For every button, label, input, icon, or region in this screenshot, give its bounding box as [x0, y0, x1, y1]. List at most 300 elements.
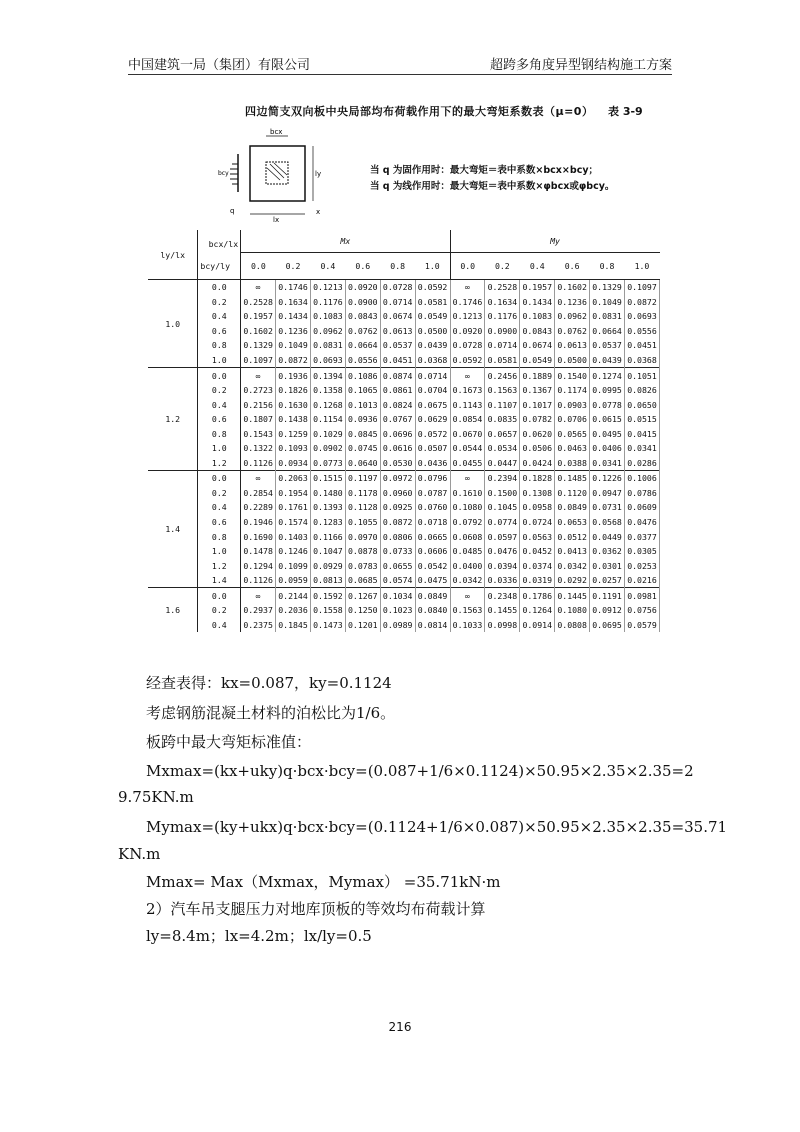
coefficient-cell: 0.0947 — [590, 486, 625, 501]
table-row — [148, 280, 660, 295]
coefficient-cell: 0.1936 — [276, 368, 311, 383]
coefficient-cell: 0.0451 — [624, 338, 659, 353]
coefficient-cell: 0.0451 — [380, 353, 415, 368]
coefficient-cell: 0.0724 — [520, 515, 555, 530]
ratio-bcy-ly-cell: 0.4 — [198, 397, 241, 412]
coefficient-cell: 0.1807 — [241, 412, 276, 427]
coefficient-cell: 0.1154 — [310, 412, 345, 427]
coefficient-cell: 0.1445 — [555, 588, 590, 603]
coefficient-cell: 0.0706 — [555, 412, 590, 427]
ratio-bcy-ly-cell: 0.8 — [198, 529, 241, 544]
coefficient-cell: 0.0500 — [555, 353, 590, 368]
coefficient-cell: 0.0824 — [380, 397, 415, 412]
table-row — [148, 338, 660, 353]
coefficient-cell: 0.1013 — [345, 397, 380, 412]
column-header: 0.6 — [555, 253, 590, 280]
coefficient-cell: 0.0549 — [415, 309, 450, 324]
header-ly-lx-label: ly/lx — [160, 249, 186, 260]
coefficient-cell: 0.0374 — [520, 558, 555, 573]
coefficient-cell: 0.0861 — [380, 383, 415, 398]
coefficient-cell: 0.1083 — [520, 309, 555, 324]
coefficient-cell: 0.0914 — [520, 618, 555, 633]
coefficient-cell: 0.0413 — [555, 544, 590, 559]
coefficient-cell: 0.0981 — [624, 588, 659, 603]
ratio-ly-lx-cell: 1.6 — [148, 588, 198, 632]
coefficient-cell: 0.1236 — [555, 295, 590, 310]
coefficient-cell: 0.0537 — [380, 338, 415, 353]
coefficient-cell: 0.0760 — [415, 500, 450, 515]
coefficient-cell: 0.0878 — [345, 544, 380, 559]
coefficient-cell: 0.1197 — [345, 471, 380, 486]
coefficient-cell: 0.1045 — [485, 500, 520, 515]
coefficient-cell: 0.1034 — [380, 588, 415, 603]
coefficient-cell: 0.0653 — [555, 515, 590, 530]
coefficient-cell: 0.1455 — [485, 603, 520, 618]
coefficient-cell: 0.1267 — [345, 588, 380, 603]
ratio-bcy-ly-cell: 0.6 — [198, 412, 241, 427]
table-row — [148, 515, 660, 530]
header-bcx-lx-label: bcx/lx — [208, 238, 239, 249]
coefficient-cell: 0.0342 — [555, 558, 590, 573]
column-header: 0.0 — [450, 253, 485, 280]
table-note-1: 当 q 为固作用时：最大弯矩＝表中系数×bcx×bcy； — [370, 165, 599, 176]
coefficient-cell: 0.0565 — [555, 426, 590, 441]
coefficient-cell: 0.1602 — [555, 280, 590, 295]
coefficient-cell: 0.1602 — [241, 324, 276, 339]
coefficient-cell: 0.0934 — [276, 456, 311, 471]
coefficient-cell: 0.0972 — [380, 471, 415, 486]
coefficient-cell: 0.0714 — [415, 368, 450, 383]
column-header: 0.2 — [485, 253, 520, 280]
coefficient-cell: 0.0674 — [520, 338, 555, 353]
ratio-bcy-ly-cell: 0.4 — [198, 309, 241, 324]
coefficient-cell: 0.0958 — [520, 500, 555, 515]
coefficient-cell: 0.0500 — [415, 324, 450, 339]
coefficient-cell: 0.0826 — [624, 383, 659, 398]
coefficient-cell: 0.2036 — [276, 603, 311, 618]
coefficient-cell: 0.0463 — [555, 441, 590, 456]
mymax-formula: Mymax=(ky+ukx)q·bcx·bcy=(0.1124+1/6×0.087)×50.95×2.35×2.35=35.71 — [146, 818, 728, 836]
coefficient-cell: 0.1236 — [276, 324, 311, 339]
coefficient-cell: 0.1946 — [241, 515, 276, 530]
coefficient-cell: 0.0475 — [415, 573, 450, 588]
ratio-bcy-ly-cell: 0.0 — [198, 471, 241, 486]
coefficient-cell: 0.0831 — [310, 338, 345, 353]
table-row — [148, 412, 660, 427]
coefficient-cell: 0.1047 — [310, 544, 345, 559]
ratio-bcy-ly-cell: 1.4 — [198, 573, 241, 588]
table-row — [148, 544, 660, 559]
coefficient-cell: 0.1246 — [276, 544, 311, 559]
coefficient-cell: 0.1213 — [450, 309, 485, 324]
coefficient-cell: 0.0920 — [345, 280, 380, 295]
coefficient-cell: 0.1213 — [310, 280, 345, 295]
coefficient-cell: 0.1174 — [555, 383, 590, 398]
coefficient-cell: 0.1540 — [555, 368, 590, 383]
coefficient-cell: 0.0544 — [450, 441, 485, 456]
coefficient-cell: 0.1478 — [241, 544, 276, 559]
coefficient-cell: 0.0537 — [590, 338, 625, 353]
coefficient-cell: 0.1126 — [241, 573, 276, 588]
coefficient-cell: 0.0767 — [380, 412, 415, 427]
coefficient-cell: 0.1957 — [241, 309, 276, 324]
header-my: My — [450, 230, 659, 253]
coefficient-cell: 0.0783 — [345, 558, 380, 573]
coefficient-cell: 0.0773 — [310, 456, 345, 471]
coefficient-cell: 0.1889 — [520, 368, 555, 383]
coefficient-cell: 0.0840 — [415, 603, 450, 618]
coefficient-cell: 0.1226 — [590, 471, 625, 486]
table-row — [148, 618, 660, 633]
mmax-result: Mmax= Max（Mxmax，Mymax） =35.71kN·m — [146, 873, 501, 891]
coefficient-cell: 0.0319 — [520, 573, 555, 588]
coefficient-cell: 0.1746 — [450, 295, 485, 310]
coefficient-cell: 0.0415 — [624, 426, 659, 441]
coefficient-cell: 0.1274 — [590, 368, 625, 383]
coefficient-cell: 0.1099 — [276, 558, 311, 573]
diagram-label-ly: ly — [315, 170, 322, 178]
table-number: 表 3-9 — [608, 105, 643, 118]
column-header: 0.4 — [520, 253, 555, 280]
coefficient-cell: 0.0377 — [624, 529, 659, 544]
coefficient-cell: 0.1176 — [485, 309, 520, 324]
coefficient-cell: 0.1434 — [276, 309, 311, 324]
coefficient-cell: 0.0400 — [450, 558, 485, 573]
ratio-bcy-ly-cell: 0.6 — [198, 515, 241, 530]
column-header: 0.8 — [380, 253, 415, 280]
coefficient-cell: 0.2156 — [241, 397, 276, 412]
coefficient-cell: 0.1055 — [345, 515, 380, 530]
coefficient-cell: 0.1120 — [555, 486, 590, 501]
coefficient-cell: 0.0342 — [450, 573, 485, 588]
coefficient-cell: 0.1080 — [450, 500, 485, 515]
coefficient-cell: 0.0556 — [345, 353, 380, 368]
coefficient-cell: 0.0394 — [485, 558, 520, 573]
table-row — [148, 441, 660, 456]
coefficient-cell: 0.1954 — [276, 486, 311, 501]
coefficient-cell: 0.2289 — [241, 500, 276, 515]
ratio-bcy-ly-cell: 0.0 — [198, 280, 241, 295]
coefficient-cell: 0.0936 — [345, 412, 380, 427]
diagram-label-q: q — [230, 207, 235, 215]
coefficient-cell: 0.2348 — [485, 588, 520, 603]
coefficient-table-body — [148, 280, 660, 633]
coefficient-cell: 0.0872 — [276, 353, 311, 368]
coefficient-cell: ∞ — [241, 280, 276, 295]
table-row — [148, 573, 660, 588]
coefficient-cell: 0.0831 — [590, 309, 625, 324]
coefficient-cell: 0.0778 — [590, 397, 625, 412]
coefficient-cell: 0.0257 — [590, 573, 625, 588]
coefficient-cell: 0.0579 — [624, 618, 659, 633]
ratio-ly-lx-cell: 1.4 — [148, 471, 198, 588]
coefficient-cell: 0.1367 — [520, 383, 555, 398]
coefficient-cell: 0.0655 — [380, 558, 415, 573]
coefficient-cell: 0.1322 — [241, 441, 276, 456]
coefficient-cell: 0.0796 — [415, 471, 450, 486]
table-row — [148, 426, 660, 441]
coefficient-cell: 0.1259 — [276, 426, 311, 441]
coefficient-cell: 0.0843 — [345, 309, 380, 324]
mymax-result: KN.m — [118, 845, 161, 863]
coefficient-cell: 0.0574 — [380, 573, 415, 588]
coefficient-cell: 0.2394 — [485, 471, 520, 486]
coefficient-cell: 0.0845 — [345, 426, 380, 441]
coefficient-cell: 0.0512 — [555, 529, 590, 544]
coefficient-cell: 0.0592 — [450, 353, 485, 368]
coefficient-cell: 0.0556 — [624, 324, 659, 339]
coefficient-cell: 0.1500 — [485, 486, 520, 501]
table-row — [148, 353, 660, 368]
coefficient-cell: 0.1143 — [450, 397, 485, 412]
coefficient-cell: 0.0507 — [415, 441, 450, 456]
coefficient-cell: 0.0563 — [520, 529, 555, 544]
coefficient-cell: 0.0787 — [415, 486, 450, 501]
coefficient-cell: 0.1480 — [310, 486, 345, 501]
coefficient-cell: 0.2375 — [241, 618, 276, 633]
coefficient-cell: 0.1761 — [276, 500, 311, 515]
diagram-label-bcx: bcx — [270, 128, 283, 136]
coefficient-cell: 0.1515 — [310, 471, 345, 486]
coefficient-cell: 0.0814 — [415, 618, 450, 633]
table-note-2: 当 q 为线作用时：最大弯矩＝表中系数×φbcx或φbcy。 — [370, 181, 615, 192]
coefficient-cell: 0.0959 — [276, 573, 311, 588]
coefficient-cell: 0.0530 — [380, 456, 415, 471]
table-row — [148, 397, 660, 412]
ratio-bcy-ly-cell: 0.8 — [198, 338, 241, 353]
table-row — [148, 486, 660, 501]
coefficient-cell: 0.0874 — [380, 368, 415, 383]
coefficient-cell: 0.1690 — [241, 529, 276, 544]
table-row — [148, 295, 660, 310]
max-moment-heading: 板跨中最大弯矩标准值： — [146, 733, 312, 751]
column-header: 1.0 — [624, 253, 659, 280]
coefficient-cell: 0.0674 — [380, 309, 415, 324]
coefficient-cell: 0.1029 — [310, 426, 345, 441]
coefficient-cell: 0.0439 — [590, 353, 625, 368]
coefficient-cell: 0.1592 — [310, 588, 345, 603]
coefficient-cell: 0.0568 — [590, 515, 625, 530]
ratio-bcy-ly-cell: 0.0 — [198, 588, 241, 603]
coefficient-cell: 0.0731 — [590, 500, 625, 515]
plate-diagram — [218, 128, 328, 223]
coefficient-cell: 0.0341 — [624, 441, 659, 456]
coefficient-cell: 0.1049 — [276, 338, 311, 353]
coefficient-cell: 0.1358 — [310, 383, 345, 398]
coefficient-cell: 0.1485 — [555, 471, 590, 486]
ratio-bcy-ly-cell: 1.2 — [198, 558, 241, 573]
ratio-bcy-ly-cell: 0.2 — [198, 486, 241, 501]
coefficient-cell: 0.1083 — [310, 309, 345, 324]
diagram-label-x: x — [316, 208, 321, 216]
coefficient-cell: 0.0439 — [415, 338, 450, 353]
ratio-bcy-ly-cell: 0.2 — [198, 383, 241, 398]
coefficient-cell: 0.0849 — [555, 500, 590, 515]
coefficient-cell: 0.0696 — [380, 426, 415, 441]
coefficient-cell: 0.1017 — [520, 397, 555, 412]
coefficient-cell: 0.0549 — [520, 353, 555, 368]
coefficient-cell: 0.0581 — [485, 353, 520, 368]
coefficient-cell: 0.0406 — [590, 441, 625, 456]
coefficient-cell: 0.0606 — [415, 544, 450, 559]
coefficient-cell: 0.1394 — [310, 368, 345, 383]
ratio-bcy-ly-cell: 0.0 — [198, 368, 241, 383]
coefficient-cell: 0.1826 — [276, 383, 311, 398]
coefficient-cell: 0.1268 — [310, 397, 345, 412]
coefficient-cell: 0.1308 — [520, 486, 555, 501]
section-heading-crane: 2）汽车吊支腿压力对地库顶板的等效均布荷载计算 — [146, 900, 486, 918]
coefficient-cell: 0.0670 — [450, 426, 485, 441]
coefficient-cell: ∞ — [241, 588, 276, 603]
coefficient-cell: ∞ — [450, 368, 485, 383]
coefficient-cell: 0.0664 — [590, 324, 625, 339]
coefficient-cell: 0.1080 — [555, 603, 590, 618]
coefficient-cell: 0.1558 — [310, 603, 345, 618]
ratio-bcy-ly-cell: 1.0 — [198, 353, 241, 368]
coefficient-cell: 0.0854 — [450, 412, 485, 427]
table-row — [148, 558, 660, 573]
coefficient-cell: 0.1086 — [345, 368, 380, 383]
coefficient-cell: 0.0455 — [450, 456, 485, 471]
column-header: 0.6 — [345, 253, 380, 280]
coefficient-cell: 0.0806 — [380, 529, 415, 544]
coefficient-cell: 0.0286 — [624, 456, 659, 471]
coefficient-cell: 0.0728 — [380, 280, 415, 295]
coefficient-cell: 0.0616 — [380, 441, 415, 456]
coefficient-cell: 0.0714 — [485, 338, 520, 353]
coefficient-cell: 0.0506 — [520, 441, 555, 456]
page-number: 216 — [388, 1020, 412, 1034]
column-header: 0.4 — [310, 253, 345, 280]
coefficient-cell: 0.0650 — [624, 397, 659, 412]
table-row — [148, 500, 660, 515]
coefficient-cell: 0.0774 — [485, 515, 520, 530]
coefficient-cell: 0.1166 — [310, 529, 345, 544]
coefficient-cell: 0.0925 — [380, 500, 415, 515]
poisson-ratio-text: 考虑钢筋混凝土材料的泊松比为1/6。 — [146, 704, 396, 722]
coefficient-cell: 0.1126 — [241, 456, 276, 471]
coefficient-cell: 0.1097 — [241, 353, 276, 368]
coefficient-cell: 0.0782 — [520, 412, 555, 427]
coefficient-cell: 0.1393 — [310, 500, 345, 515]
coefficient-cell: 0.0476 — [624, 515, 659, 530]
coefficient-cell: 0.0665 — [415, 529, 450, 544]
coefficient-cell: 0.0920 — [450, 324, 485, 339]
coefficient-cell: 0.1630 — [276, 397, 311, 412]
coefficient-cell: 0.0608 — [450, 529, 485, 544]
mxmax-formula: Mxmax=(kx+uky)q·bcx·bcy=(0.087+1/6×0.1124)×50.95×2.35×2.35=2 — [146, 762, 694, 780]
coefficient-table — [148, 230, 660, 632]
coefficient-cell: 0.0485 — [450, 544, 485, 559]
coefficient-cell: 0.2144 — [276, 588, 311, 603]
result-k-values: 经查表得：kx=0.087，ky=0.1124 — [146, 674, 392, 692]
header-doc-title: 超跨多角度异型钢结构施工方案 — [489, 58, 672, 73]
coefficient-cell: 0.0534 — [485, 441, 520, 456]
coefficient-cell: 0.1201 — [345, 618, 380, 633]
coefficient-cell: 0.1283 — [310, 515, 345, 530]
coefficient-cell: 0.1610 — [450, 486, 485, 501]
ratio-bcy-ly-cell: 1.2 — [198, 456, 241, 471]
coefficient-cell: 0.0872 — [624, 295, 659, 310]
coefficient-cell: 0.1176 — [310, 295, 345, 310]
header-bcy-ly — [198, 230, 241, 280]
table-row — [148, 603, 660, 618]
coefficient-cell: ∞ — [450, 471, 485, 486]
column-header: 0.0 — [241, 253, 276, 280]
coefficient-cell: 0.1097 — [624, 280, 659, 295]
coefficient-cell: 0.0995 — [590, 383, 625, 398]
span-dimensions: ly=8.4m；lx=4.2m；lx/ly=0.5 — [146, 927, 372, 945]
ratio-bcy-ly-cell: 1.0 — [198, 544, 241, 559]
coefficient-cell: ∞ — [450, 588, 485, 603]
coefficient-cell: 0.0762 — [555, 324, 590, 339]
table-title: 四边简支双向板中央局部均布荷载作用下的最大弯矩系数表（μ=0） — [245, 105, 594, 118]
coefficient-cell: 0.0733 — [380, 544, 415, 559]
coefficient-cell: 0.0362 — [590, 544, 625, 559]
coefficient-cell: 0.1329 — [590, 280, 625, 295]
coefficient-cell: 0.0640 — [345, 456, 380, 471]
coefficient-cell: 0.0615 — [590, 412, 625, 427]
table-row — [148, 529, 660, 544]
coefficient-cell: 0.0613 — [380, 324, 415, 339]
coefficient-cell: 0.1093 — [276, 441, 311, 456]
coefficient-cell: 0.2854 — [241, 486, 276, 501]
coefficient-cell: 0.2528 — [241, 295, 276, 310]
ratio-ly-lx-cell: 1.2 — [148, 368, 198, 471]
coefficient-cell: 0.0756 — [624, 603, 659, 618]
coefficient-cell: 0.1673 — [450, 383, 485, 398]
coefficient-cell: 0.0495 — [590, 426, 625, 441]
header-bcy-ly-label: bcy/ly — [200, 260, 230, 271]
coefficient-cell: 0.0368 — [624, 353, 659, 368]
coefficient-cell: 0.0745 — [345, 441, 380, 456]
coefficient-cell: 0.0695 — [590, 618, 625, 633]
coefficient-cell: 0.0452 — [520, 544, 555, 559]
coefficient-cell: 0.1294 — [241, 558, 276, 573]
coefficient-cell: 0.2063 — [276, 471, 311, 486]
coefficient-cell: 0.0728 — [450, 338, 485, 353]
coefficient-cell: 0.0902 — [310, 441, 345, 456]
coefficient-cell: 0.2723 — [241, 383, 276, 398]
coefficient-cell: 0.0872 — [380, 515, 415, 530]
coefficient-cell: 0.1543 — [241, 426, 276, 441]
coefficient-cell: 0.1563 — [450, 603, 485, 618]
coefficient-cell: 0.0292 — [555, 573, 590, 588]
ratio-bcy-ly-cell: 0.4 — [198, 618, 241, 633]
table-row — [148, 309, 660, 324]
coefficient-cell: 0.0542 — [415, 558, 450, 573]
coefficient-cell: ∞ — [241, 471, 276, 486]
coefficient-cell: 0.1634 — [276, 295, 311, 310]
coefficient-cell: 0.0253 — [624, 558, 659, 573]
ratio-bcy-ly-cell: 1.0 — [198, 441, 241, 456]
coefficient-cell: 0.0835 — [485, 412, 520, 427]
coefficient-cell: 0.0685 — [345, 573, 380, 588]
table-row — [148, 383, 660, 398]
coefficient-cell: 0.0620 — [520, 426, 555, 441]
coefficient-cell: 0.1403 — [276, 529, 311, 544]
coefficient-cell: 0.0843 — [520, 324, 555, 339]
coefficient-cell: 0.0693 — [310, 353, 345, 368]
column-header: 0.8 — [590, 253, 625, 280]
coefficient-cell: 0.0476 — [485, 544, 520, 559]
coefficient-cell: 0.0849 — [415, 588, 450, 603]
coefficient-cell: 0.1563 — [485, 383, 520, 398]
coefficient-cell: 0.0813 — [310, 573, 345, 588]
coefficient-cell: 0.0664 — [345, 338, 380, 353]
coefficient-cell: 0.1178 — [345, 486, 380, 501]
coefficient-cell: 0.0301 — [590, 558, 625, 573]
